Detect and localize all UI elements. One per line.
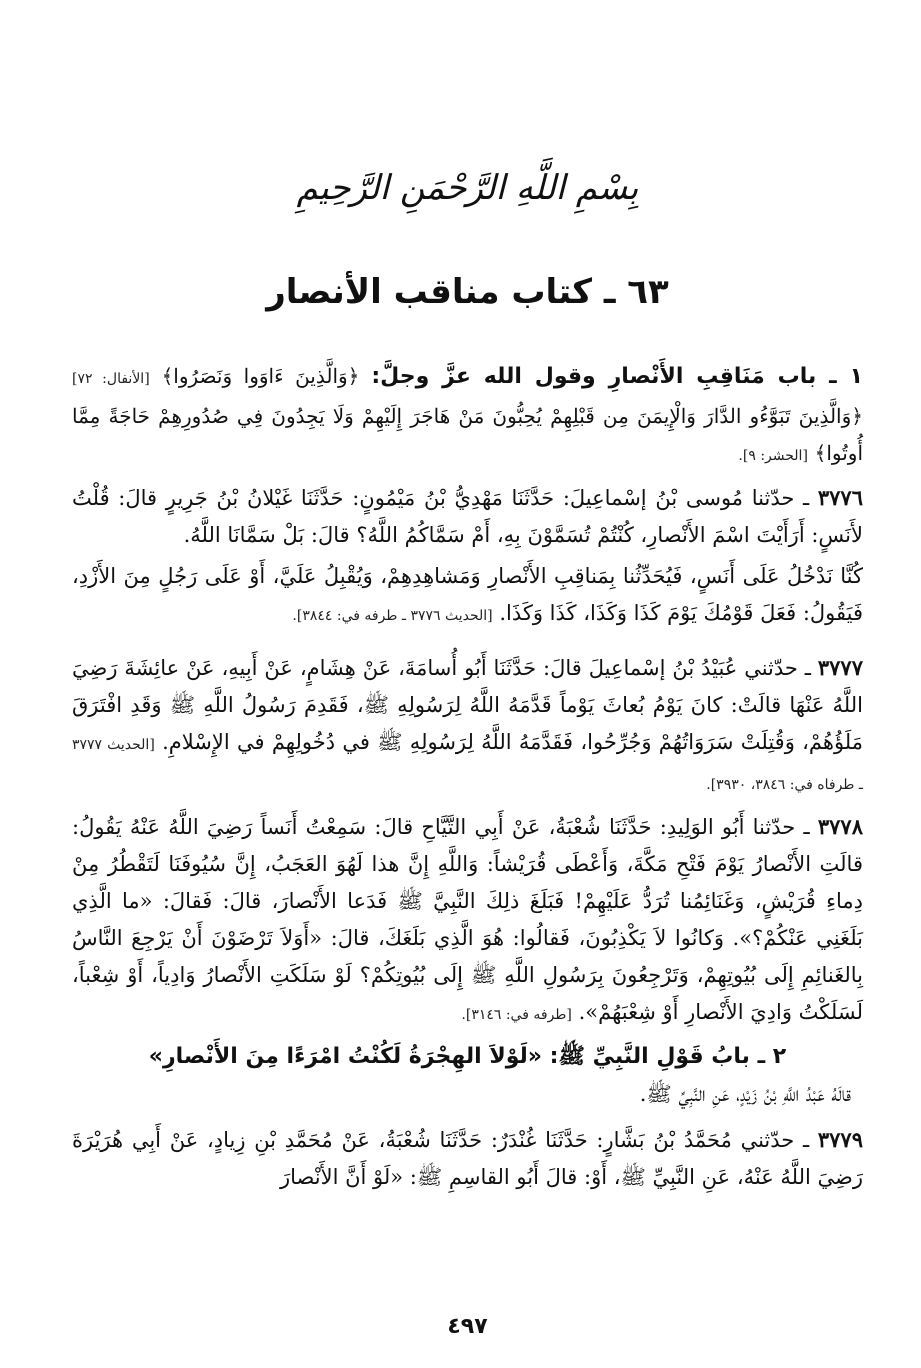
book-title: ٦٣ ـ كتاب مناقب الأنصار <box>266 272 669 312</box>
hadith-ref: [الحديث ٣٧٧٧ ـ طرفاه في: ٣٨٤٦، ٣٩٣٠]. <box>72 737 863 793</box>
hadith-number: ٣٧٧٧ <box>817 655 863 680</box>
hadith-number: ٣٧٧٩ <box>817 1127 863 1152</box>
bab-2-heading: ٢ ـ بابُ قَوْلِ النَّبِيِّ ﷺ: «لَوْلاَ الهِجْرَةُ لَكُنْتُ امْرَءًا مِنَ الأَنْصارِ» <box>148 1044 787 1069</box>
bab-2-attribution: قالَهُ عَبْدُ اللَّهِ بْنُ زَيْدٍ، عَنِ النَّبِيِّ ﷺ. <box>639 1082 851 1106</box>
hadith-3776-continued <box>72 558 863 635</box>
hadith-number: ٣٧٧٨ <box>817 814 863 839</box>
hadith-3778 <box>72 808 863 1034</box>
bab-1-verse-1: ﴿وَالَّذِينَ ءَاوَوا وَنَصَرُوا﴾ <box>161 364 360 388</box>
hadith-ref: [طرفه في: ٣١٤٦]. <box>461 1007 572 1023</box>
bab-1-ref-2: [الحشر: ٩]. <box>738 448 808 464</box>
bab-1-verse-2: ﴿وَالَّذِينَ تَبَوَّءُو الدَّارَ وَالْإِيمَنَ مِن قَبْلِهِمْ يُحِبُّونَ مَنْ هَاجَرَ إِلَيْهِمْ وَلَا يَجِدُونَ فِي صُدُورِهِمْ حَاجَةً مِمَّا أُوتُوا﴾ <box>72 404 863 465</box>
hadith-text: ـ حدّثني مُحَمَّدُ بْنُ بَشَّارٍ: حَدَّثَنَا غُنْدَرٌ: حَدَّثَنَا شُعْبَةُ، عَنْ مُحَمَّدِ بْنِ زِيادٍ، عَنْ أَبِي هُرَيْرَةَ رَضِيَ اللَّهُ عَنْهُ، عَنِ النَّبِيِّ ﷺ، أَوْ: قالَ أَبُو القاسِمِ ﷺ: «لَوْ أَنَّ الأَنْصارَ <box>72 1128 863 1189</box>
bab-1-heading: ١ ـ باب مَنَاقِبِ الأَنْصارِ وقول الله عزَّ وجلَّ: <box>371 364 864 389</box>
book-page <box>72 0 863 1368</box>
hadith-text: ـ حدّثنا مُوسى بْنُ إسْماعِيلَ: حَدَّثَنَا مَهْدِيُّ بْنُ مَيْمُونٍ: حَدَّثَنَا غَيْلانُ بْنُ جَرِيرٍ قالَ: قُلْتُ لأَنَسٍ: أَرَأَيْتَ اسْمَ الأَنْصارِ، كُنْتُمْ تُسَمَّوْنَ بِهِ، أَمْ سَمَّاكُمُ اللَّهُ؟ قالَ: بَلْ سَمَّانَا اللَّهُ. <box>72 486 863 547</box>
hadith-3779 <box>72 1121 863 1196</box>
basmala: بِسْمِ اللَّهِ الرَّحْمَنِ الرَّحِيمِ <box>296 168 639 208</box>
hadith-number: ٣٧٧٦ <box>817 485 863 510</box>
hadith-3777 <box>72 649 863 804</box>
hadith-text: كُنَّا نَدْخُلُ عَلَى أَنَسٍ، فَيُحَدِّثُنا بِمَناقِبِ الأَنْصارِ وَمَشاهِدِهِمْ، وَيُقْبِلُ عَلَيَّ، أَوْ عَلَى رَجُلٍ مِنَ الأَزْدِ، فَيَقُولُ: فَعَلَ قَوْمُكَ يَوْمَ كَذَا وَكَذَا، كَذَا وَكَذَا. <box>72 564 863 625</box>
hadith-text: ـ حدّثني عُبَيْدُ بْنُ إسْماعِيلَ قالَ: حَدَّثَنَا أَبُو أُسامَةَ، عَنْ هِشَامٍ، عَنْ أَبِيهِ، عَنْ عائِشَةَ رَضِيَ اللَّهُ عَنْهَا قالَتْ: كانَ يَوْمُ بُعاثَ يَوْماً قَدَّمَهُ اللَّهُ لِرَسُولِهِ ﷺ، فَقَدِمَ رَسُولُ اللَّهِ ﷺ وَقَدِ افْتَرَقَ مَلَؤُهُمْ، وَقُتِلَتْ سَرَوَاتُهُمْ وَجُرِّحُوا، فَقَدَّمَهُ اللَّهُ لِرَسُولِهِ ﷺ في دُخُولِهِمْ في الإِسْلامِ. <box>72 656 864 754</box>
page-number: ٤٩٧ <box>447 1314 488 1339</box>
hadith-text: ـ حدّثنا أَبُو الوَلِيدِ: حَدَّثَنَا شُعْبَةُ، عَنْ أَبِي التَّيَّاحِ قالَ: سَمِعْتُ أَنَساً رَضِيَ اللَّهُ عَنْهُ يَقُولُ: قالَتِ الأَنْصارُ يَوْمَ فَتْحِ مَكَّةَ، وَأَعْطَى قُرَيْشاً: وَاللَّهِ إِنَّ هذا لَهُوَ العَجَبُ، إِنَّ سُيُوفَنَا لَتَقْطُرُ مِنْ دِماءِ قُرَيْشٍ، وَغَنَائِمُنا تُرَدُّ عَلَيْهِمْ! فَبَلَغَ ذلِكَ النَّبِيَّ ﷺ فَدَعا الأَنْصارَ، قالَ: فَقالَ: «ما الَّذِي بَلَغَنِي عَنْكُمْ؟». وَكانُوا لاَ يَكْذِبُونَ، فَقالُوا: هُوَ الَّذِي بَلَغَكَ، قالَ: «أَوَلاَ تَرْضَوْنَ أَنْ يَرْجِعَ النَّاسُ بِالغَنائِمِ إِلَى بُيُوتِهِمْ، وَتَرْجِعُونَ بِرَسُولِ اللَّهِ ﷺ إِلَى بُيُوتِكُمْ؟ لَوْ سَلَكَتِ الأَنْصارُ وَادِياً، أَوْ شِعْباً، لَسَلَكْتُ وَادِيَ الأَنْصارِ أَوْ شِعْبَهُمْ». <box>72 815 863 1024</box>
bab-1 <box>72 358 863 475</box>
hadith-ref: [الحديث ٣٧٧٦ ـ طرفه في: ٣٨٤٤]. <box>292 608 493 624</box>
page-content <box>72 358 863 1210</box>
hadith-3776 <box>72 479 863 554</box>
bab-1-ref-1: [الأنفال: ٧٢] <box>72 371 150 387</box>
